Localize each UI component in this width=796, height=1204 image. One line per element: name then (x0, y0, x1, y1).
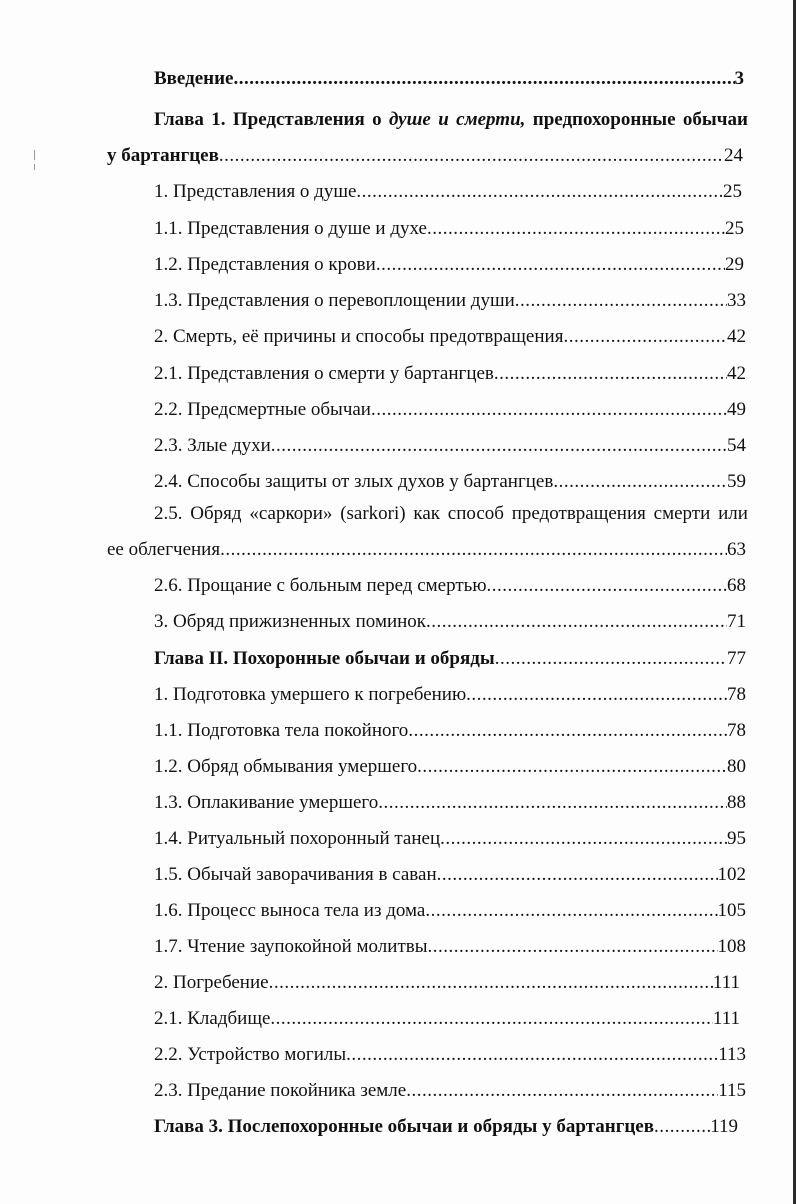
toc-entry-page: 33 (727, 290, 746, 311)
toc-entry (154, 1007, 740, 1031)
toc-entry-page: 71 (727, 611, 746, 632)
toc-leader-dots (425, 899, 717, 923)
toc-leader-dots (271, 434, 727, 458)
toc-entry-page: 3 (734, 68, 744, 89)
word: смерти, (456, 109, 526, 130)
toc-entry-title: 2.3. Предание покойника земле (154, 1080, 407, 1101)
word: предпохоронные (532, 109, 676, 130)
toc-entry (154, 362, 746, 386)
toc-entry-title: 2.6. Прощание с больным перед смертью (154, 575, 487, 596)
toc-entry-page: 113 (718, 1044, 746, 1065)
toc-entry-page: 111 (712, 1008, 740, 1029)
toc-entry-title: 2.2. Устройство могилы (154, 1044, 347, 1065)
toc-entry (154, 180, 742, 204)
toc-entry-page: 111 (712, 972, 740, 993)
toc-leader-dots (408, 719, 727, 743)
word: «саркори» (249, 503, 333, 524)
toc-entry (154, 325, 746, 349)
toc-entry (154, 1043, 746, 1067)
toc-entry-page: 24 (724, 145, 743, 166)
toc-leader-dots (515, 289, 727, 313)
toc-entry-title: 2.2. Предсмертные обычаи (154, 399, 371, 420)
toc-entry-title: 1.7. Чтение заупокойной молитвы (154, 936, 428, 957)
toc-leader-dots (371, 398, 727, 422)
toc-leader-dots (654, 1115, 710, 1139)
toc-entry-multiline-first (154, 502, 748, 526)
toc-entry-title: 2.1. Представления о смерти у бартангцев (154, 363, 494, 384)
toc-leader-dots (219, 144, 724, 168)
toc-leader-dots (356, 180, 723, 204)
toc-entry-page: 59 (727, 471, 746, 492)
toc-entry (154, 683, 746, 707)
toc-entry-title: 2.4. Способы защиты от злых духов у бартангцев (154, 471, 554, 492)
toc-entry-title: 1.1. Подготовка тела покойного (154, 720, 409, 741)
toc-entry-page: 95 (727, 828, 746, 849)
toc-entry (107, 538, 746, 562)
toc-leader-dots (376, 253, 725, 277)
word: обычаи (682, 109, 748, 130)
toc-leader-dots (270, 1007, 713, 1031)
toc-entry (154, 217, 744, 241)
toc-entry-title: 1.2. Представления о крови (154, 254, 376, 275)
toc-entry-chapter1 (107, 144, 743, 168)
toc-entry-title: 1. Представления о душе (154, 181, 357, 202)
toc-entry (154, 827, 746, 851)
scan-mark (34, 164, 35, 170)
word: 1. (211, 109, 226, 130)
toc-entry (154, 791, 746, 815)
toc-entry-page: 78 (727, 720, 746, 741)
toc-entry (154, 470, 746, 494)
toc-entry-chapter2 (154, 647, 746, 671)
word: Представления (232, 109, 365, 130)
toc-leader-dots (427, 217, 725, 241)
toc-entry-title: 2. Смерть, её причины и способы предотвращения (154, 326, 564, 347)
toc-leader-dots (406, 1079, 718, 1103)
toc-entry (154, 1079, 746, 1103)
toc-leader-dots (220, 538, 727, 562)
toc-entry-page: 119 (710, 1116, 738, 1137)
toc-leader-dots (495, 647, 727, 671)
word: Глава (154, 109, 204, 130)
toc-entry (154, 755, 746, 779)
word: (sarkori) (340, 503, 406, 524)
toc-entry-page: 25 (725, 218, 744, 239)
toc-entry-intro (154, 67, 744, 91)
toc-entry-title: Глава 3. Послепохоронные обычаи и обряды у бартангцев (154, 1116, 654, 1137)
word: способ (447, 503, 504, 524)
toc-entry (154, 574, 746, 598)
toc-entry-title: ее облегчения (107, 539, 221, 560)
toc-entry-page: 42 (727, 363, 746, 384)
toc-entry-page: 105 (717, 900, 746, 921)
toc-entry-chapter3 (154, 1115, 738, 1139)
toc-entry-page: 78 (727, 684, 746, 705)
toc-entry (154, 971, 740, 995)
toc-entry-title: 2.1. Кладбище (154, 1008, 271, 1029)
toc-entry-title: 2. Погребение (154, 972, 269, 993)
toc-leader-dots (417, 755, 727, 779)
toc-entry-title: Введение (154, 68, 234, 89)
toc-entry-page: 49 (727, 399, 746, 420)
word: предотвращения (511, 503, 646, 524)
toc-entry-title: у бартангцев (107, 145, 219, 166)
toc-entry-page: 77 (727, 648, 746, 669)
toc-entry-title: 1.1. Представления о душе и духе (154, 218, 427, 239)
toc-leader-dots (466, 683, 727, 707)
toc-entry (154, 289, 746, 313)
toc-leader-dots (269, 971, 713, 995)
toc-entry-page: 80 (727, 756, 746, 777)
toc-leader-dots (427, 935, 717, 959)
toc-leader-dots (440, 827, 727, 851)
toc-leader-dots (346, 1043, 718, 1067)
toc-entry (154, 935, 746, 959)
toc-entry-page: 63 (727, 539, 746, 560)
toc-leader-dots (494, 362, 727, 386)
toc-entry-title: 1.3. Оплакивание умершего (154, 792, 379, 813)
toc-leader-dots (426, 610, 727, 634)
toc-entry-title: 1.5. Обычай заворачивания в саван (154, 864, 437, 885)
toc-entry-page: 108 (717, 936, 746, 957)
word: или (718, 503, 748, 524)
toc-entry (154, 434, 746, 458)
toc-entry-title: 1.2. Обряд обмывания умершего (154, 756, 418, 777)
toc-entry-title: Глава II. Похоронные обычаи и обряды (154, 648, 495, 669)
toc-leader-dots (234, 67, 735, 91)
toc-entry-page: 25 (723, 181, 742, 202)
toc-entry (154, 719, 746, 743)
toc-entry-title: 1.4. Ритуальный похоронный танец (154, 828, 441, 849)
toc-entry-page: 42 (727, 326, 746, 347)
toc-entry-page: 102 (717, 864, 746, 885)
toc-entry-title: 2.3. Злые духи (154, 435, 271, 456)
toc-entry (154, 398, 746, 422)
toc-entry-page: 88 (727, 792, 746, 813)
word: душе (388, 109, 431, 130)
word: 2.5. (154, 503, 183, 524)
toc-entry-page: 29 (725, 254, 744, 275)
toc-entry-title: 1.6. Процесс выноса тела из дома (154, 900, 426, 921)
scan-mark (34, 150, 35, 160)
toc-leader-dots (563, 325, 727, 349)
word: как (413, 503, 440, 524)
toc-entry-page: 115 (718, 1080, 746, 1101)
toc-leader-dots (437, 863, 718, 887)
toc-entry-title: 1. Подготовка умершего к погребению (154, 684, 467, 705)
toc-leader-dots (553, 470, 727, 494)
toc-entry (154, 610, 746, 634)
toc-entry-title: 3. Обряд прижизненных поминок (154, 611, 427, 632)
toc-entry (154, 253, 744, 277)
toc-leader-dots (487, 574, 727, 598)
toc-entry-title: 1.3. Представления о перевоплощении души (154, 290, 515, 311)
word: смерти (653, 503, 711, 524)
toc-entry (154, 863, 746, 887)
toc-entry-page: 54 (727, 435, 746, 456)
word: Обряд (190, 503, 242, 524)
toc-entry (154, 899, 746, 923)
toc-leader-dots (378, 791, 727, 815)
word: и (438, 109, 449, 130)
word: о (372, 109, 382, 130)
toc-entry-page: 68 (727, 575, 746, 596)
toc-chapter1-title (154, 108, 748, 132)
